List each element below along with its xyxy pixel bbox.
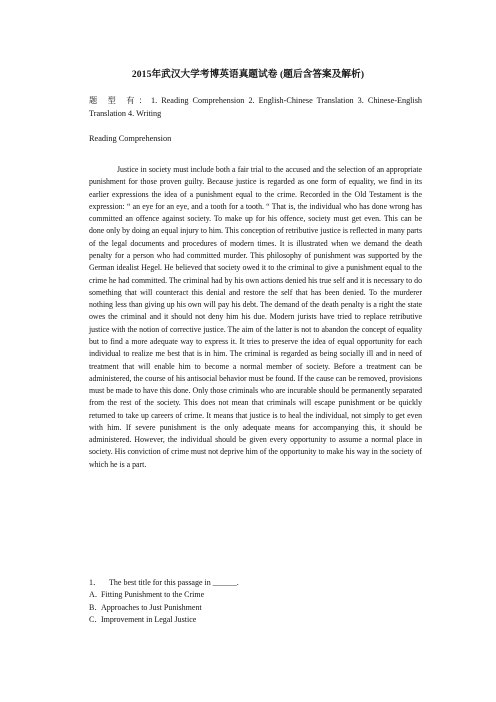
- question-stem: [89, 577, 422, 589]
- question-1: [89, 577, 422, 626]
- option-text: Fitting Punishment to the Crime: [101, 590, 205, 600]
- page-title: 2015年武汉大学考博英语真题试卷 (题后含答案及解析): [131, 69, 365, 80]
- option-text: Approaches to Just Punishment: [101, 602, 202, 612]
- question-types: [89, 95, 422, 120]
- option-b[interactable]: [89, 602, 422, 614]
- question-number: 1．: [89, 578, 101, 587]
- question-text: The best title for this passage in ______.: [109, 578, 239, 587]
- option-text: Improvement in Legal Justice: [101, 614, 197, 624]
- option-letter: B．: [89, 602, 103, 612]
- question-types-list: 1. Reading Comprehension 2. English-Chinese Translation 3. Chinese-English Translation 4. Writing: [89, 96, 422, 118]
- reading-passage: Justice in society must include both a fair trial to the accused and the selection of an appropriate punishment for those proven guilty. Because justice is regarded as one form of equality, we find in its earlier expressions the idea of a punishment equal to the crime. Recorded in the Old Testament is the expression: “ an eye for an eye, and a tooth for a tooth. “ That is, the individual who has done wrong has committed an offence against society. To make up for his offence, society must get even. This can be done only by doing an equal injury to him. This conception of retributive justice is reflected in many parts of the legal documents and procedures of modern times. It is illustrated when we demand the death penalty for a person who had committed murder. This philosophy of punishment was supported by the German idealist Hegel. He believed that society owed it to the criminal to give a punishment equal to the crime he had committed. The criminal had by his own actions denied his true self and it is necessary to do something that will counteract this denial and restore the self that has been denied. To the murderer nothing less than giving up his own will pay his debt. The demand of the death penalty is a right the state owes the criminal and it should not deny him his due. Modern jurists have tried to replace retributive justice with the notion of corrective justice. The aim of the latter is not to abandon the concept of equality but to find a more adequate way to express it. It tries to preserve the idea of equal opportunity for each individual to realize me best that is in him. The criminal is regarded as being socially ill and in need of treatment that will enable him to become a normal member of society. Before a treatment can be administered, the course of his antisocial behavior must be found. If the cause can be removed, provisions must be made to have this done. Only those criminals who are incurable should be permanently separated from the rest of the society. This does not mean that criminals will escape punishment or be quickly returned to take up careers of crime. It means that justice is to heal the individual, not simply to get even with him. If severe punishment is the only adequate means for accompanying this, it should be administered. However, the individual should be given every opportunity to assume a normal place in society. His conviction of crime must not deprive him of the opportunity to make his way in the society of which he is a part.: [89, 165, 422, 469]
- option-a[interactable]: [89, 589, 422, 601]
- question-types-label: 题 型 有：: [89, 96, 152, 105]
- option-letter: A．: [89, 590, 103, 600]
- option-c[interactable]: [89, 614, 422, 626]
- section-heading: Reading Comprehension: [89, 134, 172, 143]
- option-letter: C．: [89, 614, 103, 624]
